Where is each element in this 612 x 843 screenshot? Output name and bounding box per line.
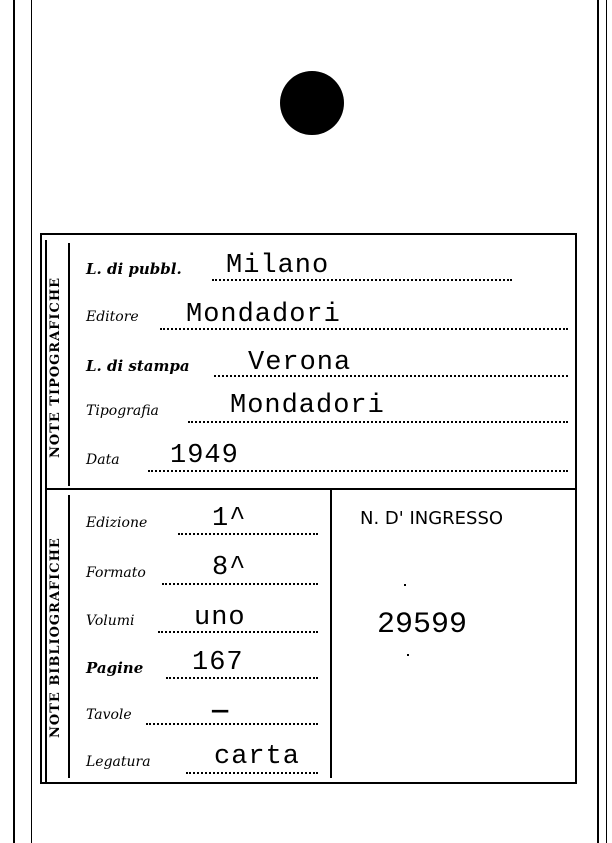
ingresso-divider xyxy=(330,490,332,778)
label-luogo-pubblicazione: L. di pubbl. xyxy=(86,260,182,278)
dots-tavole xyxy=(146,723,318,725)
side-label-divider-top xyxy=(68,243,70,486)
dots-tipografia xyxy=(188,421,568,423)
value-legatura: carta xyxy=(214,742,301,772)
label-tavole: Tavole xyxy=(86,707,132,723)
dots-legatura xyxy=(186,772,318,774)
label-formato: Formato xyxy=(86,565,146,581)
value-luogo-stampa: Verona xyxy=(248,348,352,378)
section-divider xyxy=(46,488,576,490)
note-bibliografiche-label: NOTE BIBLIOGRAFICHE xyxy=(48,537,63,739)
value-editore: Mondadori xyxy=(186,300,341,330)
ink-speck xyxy=(407,654,409,656)
value-tipografia: Mondadori xyxy=(230,391,385,421)
ingresso-title: N. D' INGRESSO xyxy=(360,508,504,529)
value-tavole: — xyxy=(212,697,230,727)
value-data: 1949 xyxy=(170,441,239,471)
frame-inner-left-line xyxy=(45,240,47,784)
label-pagine: Pagine xyxy=(86,659,144,677)
card-right-edge xyxy=(597,0,599,843)
note-tipografiche-label: NOTE TIPOGRAFICHE xyxy=(48,276,63,458)
punch-hole xyxy=(280,71,344,135)
card-left-edge xyxy=(13,0,15,843)
card-right-edge-outer xyxy=(606,0,607,843)
value-luogo-pubblicazione: Milano xyxy=(226,251,330,281)
label-luogo-stampa: L. di stampa xyxy=(86,357,190,375)
label-edizione: Edizione xyxy=(86,515,148,531)
label-legatura: Legatura xyxy=(86,754,151,770)
label-volumi: Volumi xyxy=(86,613,135,629)
ingresso-number: 29599 xyxy=(377,608,468,642)
value-volumi: uno xyxy=(194,603,246,633)
dots-edizione xyxy=(178,533,318,535)
value-pagine: 167 xyxy=(192,648,244,678)
ink-speck xyxy=(404,584,406,586)
card-left-edge-inner xyxy=(31,0,32,843)
value-edizione: 1^ xyxy=(212,504,247,534)
side-label-divider-bottom xyxy=(68,495,70,778)
label-editore: Editore xyxy=(86,309,139,325)
value-formato: 8^ xyxy=(212,553,247,583)
label-data: Data xyxy=(86,452,120,468)
label-tipografia: Tipografia xyxy=(86,403,159,419)
dots-formato xyxy=(162,583,318,585)
